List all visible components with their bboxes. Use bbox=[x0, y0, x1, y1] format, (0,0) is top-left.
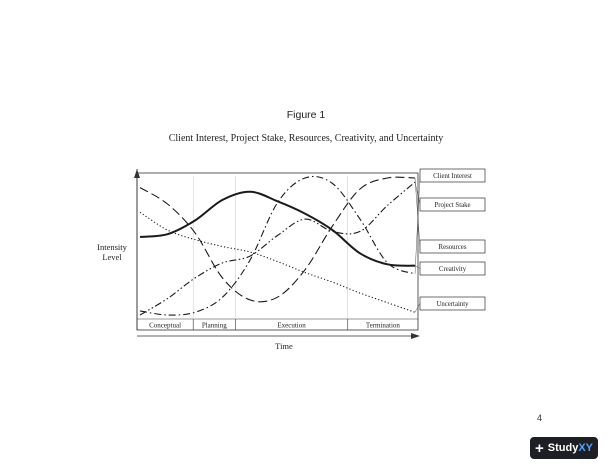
phase-label-execution: Execution bbox=[277, 321, 306, 330]
plot-frame bbox=[137, 173, 418, 330]
legend-label-project-stake: Project Stake bbox=[434, 202, 471, 209]
y-axis-label-line-2: Level bbox=[102, 252, 122, 262]
plus-icon: + bbox=[535, 439, 544, 457]
series-line-creativity bbox=[140, 192, 415, 266]
legend-connectors bbox=[415, 176, 420, 313]
brand-badge[interactable] bbox=[530, 437, 598, 459]
legend bbox=[420, 169, 485, 310]
chart-title: Client Interest, Project Stake, Resources, Creativity, and Uncertainty bbox=[168, 133, 444, 144]
figure-label: Figure 1 bbox=[286, 109, 326, 121]
x-axis-label: Time bbox=[275, 341, 293, 351]
brand-name: Study bbox=[547, 442, 579, 454]
brand-name-accent: XY bbox=[578, 442, 594, 454]
phase-label-planning: Planning bbox=[201, 321, 227, 330]
legend-connector-uncertainty bbox=[415, 304, 420, 313]
series-line-client-interest bbox=[140, 176, 415, 315]
legend-label-creativity: Creativity bbox=[438, 266, 467, 273]
phase-label-termination: Termination bbox=[365, 321, 400, 330]
series-lines bbox=[140, 176, 415, 315]
x-axis-arrowhead bbox=[411, 333, 420, 339]
phase-label-conceptual: Conceptual bbox=[149, 321, 182, 330]
series-line-resources bbox=[140, 177, 415, 302]
y-axis-label-line-1: Intensity bbox=[97, 242, 127, 252]
legend-label-client-interest: Client Interest bbox=[433, 173, 472, 180]
legend-label-resources: Resources bbox=[438, 244, 467, 251]
page-number: 4 bbox=[537, 413, 543, 423]
legend-connector-creativity bbox=[415, 266, 420, 269]
y-axis-arrowhead bbox=[134, 169, 140, 178]
legend-label-uncertainty: Uncertainty bbox=[436, 301, 469, 308]
